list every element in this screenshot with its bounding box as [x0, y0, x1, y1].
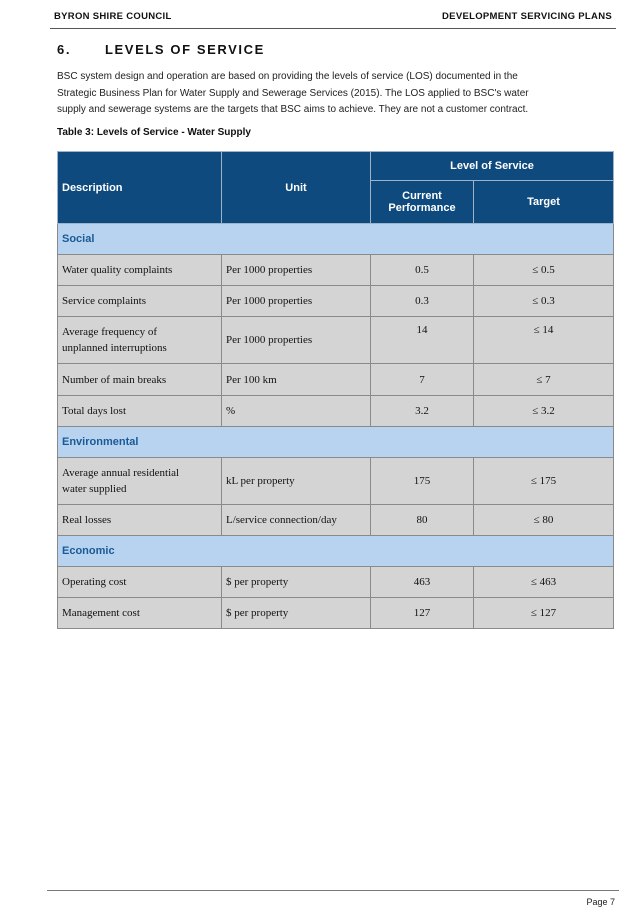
target-cell: ≤ 7: [474, 364, 614, 396]
unit-cell: L/service connection/day: [222, 505, 371, 536]
table-row: [58, 286, 614, 317]
unit-cell: Per 100 km: [222, 364, 371, 396]
intro-line: BSC system design and operation are based on providing the levels of service (LOS) documented in the: [57, 71, 518, 82]
target-cell: ≤ 175: [474, 458, 614, 505]
target-cell: ≤ 80: [474, 505, 614, 536]
unit-cell: $ per property: [222, 598, 371, 629]
header-text-line: Performance: [388, 202, 456, 214]
unit-cell: Per 1000 properties: [222, 286, 371, 317]
intro-line: supply and sewerage systems are the targets that BSC aims to achieve. They are not a customer contract.: [57, 104, 529, 115]
description-cell: Total days lost: [58, 396, 222, 427]
description-cell: [58, 317, 222, 364]
column-header-current-performance: [371, 181, 474, 224]
column-header-target: Target: [474, 181, 614, 224]
current-cell: 14: [371, 317, 474, 364]
table-row: [58, 364, 614, 396]
current-cell: 0.5: [371, 255, 474, 286]
description-cell: [58, 458, 222, 505]
description-line: unplanned interruptions: [62, 342, 167, 354]
target-cell: ≤ 463: [474, 567, 614, 598]
section-title: LEVELS OF SERVICE: [105, 42, 265, 57]
intro-line: Strategic Business Plan for Water Supply and Sewerage Services (2015). The LOS applied to BSC's water: [57, 87, 529, 99]
table-row: [58, 396, 614, 427]
table-row: [58, 255, 614, 286]
header-organization: BYRON SHIRE COUNCIL: [54, 11, 172, 22]
description-cell: Operating cost: [58, 567, 222, 598]
description-cell: Service complaints: [58, 286, 222, 317]
table-row: [58, 505, 614, 536]
description-cell: Management cost: [58, 598, 222, 629]
category-row-environmental: [58, 427, 614, 458]
current-cell: 127: [371, 598, 474, 629]
description-line: Average frequency of: [62, 326, 158, 338]
current-cell: 7: [371, 364, 474, 396]
section-heading: [57, 42, 265, 57]
section-number: 6.: [57, 42, 72, 57]
target-cell: ≤ 127: [474, 598, 614, 629]
current-cell: 3.2: [371, 396, 474, 427]
table-row: [58, 567, 614, 598]
current-cell: 175: [371, 458, 474, 505]
table-caption: Table 3: Levels of Service - Water Supply: [57, 127, 251, 138]
page-number: Page 7: [586, 897, 615, 907]
target-cell: ≤ 14: [474, 317, 614, 364]
target-cell: ≤ 0.3: [474, 286, 614, 317]
levels-of-service-table: [57, 151, 614, 629]
category-row-social: [58, 224, 614, 255]
category-label: Economic: [58, 536, 614, 567]
category-label: Environmental: [58, 427, 614, 458]
current-cell: 0.3: [371, 286, 474, 317]
unit-cell: Per 1000 properties: [222, 317, 371, 364]
description-line: Average annual residential: [62, 467, 180, 479]
description-cell: Number of main breaks: [58, 364, 222, 396]
category-label: Social: [58, 224, 614, 255]
table-row: [58, 458, 614, 505]
header-text-line: Current: [402, 190, 442, 202]
unit-cell: kL per property: [222, 458, 371, 505]
table-row: [58, 317, 614, 364]
table-row: [58, 598, 614, 629]
column-header-description: Description: [58, 152, 222, 224]
current-cell: 463: [371, 567, 474, 598]
column-header-level-of-service: Level of Service: [371, 152, 614, 181]
page-header: [50, 8, 616, 29]
unit-cell: $ per property: [222, 567, 371, 598]
category-row-economic: [58, 536, 614, 567]
unit-cell: Per 1000 properties: [222, 255, 371, 286]
target-cell: ≤ 3.2: [474, 396, 614, 427]
description-cell: Water quality complaints: [58, 255, 222, 286]
current-cell: 80: [371, 505, 474, 536]
unit-cell: %: [222, 396, 371, 427]
footer-divider: [47, 890, 619, 891]
description-cell: Real losses: [58, 505, 222, 536]
header-document-title: DEVELOPMENT SERVICING PLANS: [442, 11, 612, 22]
intro-paragraph: [57, 69, 617, 119]
target-cell: ≤ 0.5: [474, 255, 614, 286]
description-line: water supplied: [62, 483, 127, 495]
column-header-unit: Unit: [222, 152, 371, 224]
